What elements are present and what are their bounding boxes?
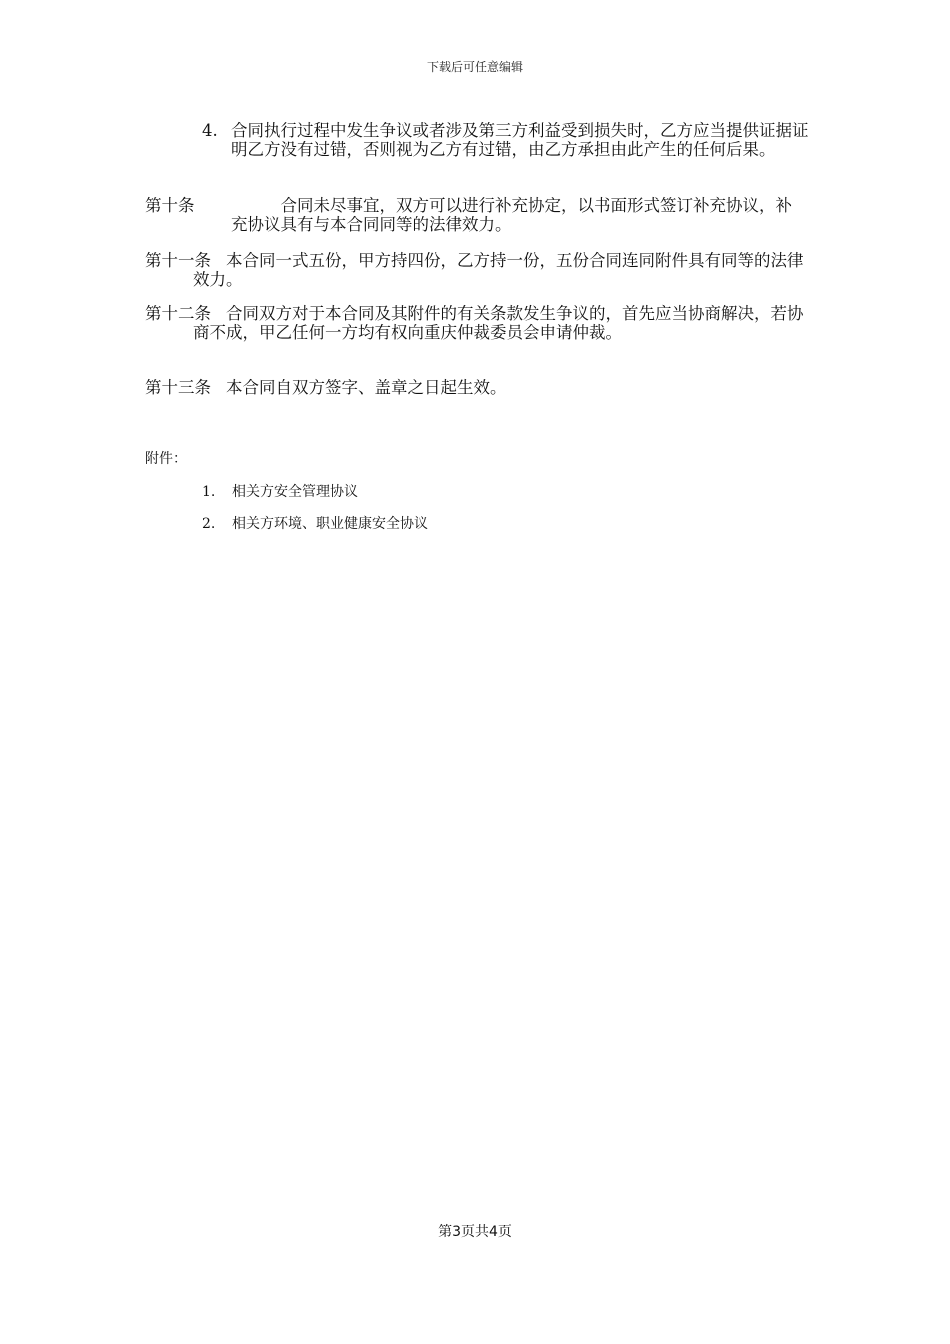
list-item-4 xyxy=(202,121,812,159)
annex-item-1 xyxy=(202,481,358,501)
article-12 xyxy=(145,304,805,342)
article-text: 本合同一式五份，甲方持四份，乙方持一份，五份合同连同附件具有同等的法律效力。 xyxy=(193,251,804,289)
annex-item-text: 相关方安全管理协议 xyxy=(232,484,358,500)
article-10-text: 合同未尽事宜，双方可以进行补充协定，以书面形式签订补充协议，补充协议具有与本合同同等的法律效力。 xyxy=(231,196,792,234)
article-label: 第十二条 xyxy=(145,304,211,323)
annex-item-number: 2. xyxy=(202,516,216,532)
list-item-text: 合同执行过程中发生争议或者涉及第三方利益受到损失时，乙方应当提供证据证明乙方没有过错，否则视为乙方有过错，由乙方承担由此产生的任何后果。 xyxy=(231,121,809,159)
annex-item-number: 1. xyxy=(202,484,216,500)
article-text xyxy=(231,196,805,234)
article-text: 本合同自双方签字、盖章之日起生效。 xyxy=(193,378,507,397)
article-10 xyxy=(145,196,805,234)
page-header: 下载后可任意编辑 xyxy=(426,60,523,74)
list-item-number: 4. xyxy=(202,121,218,140)
page-footer: 第3页共4页 xyxy=(438,1224,512,1240)
article-label: 第十三条 xyxy=(145,378,211,397)
annex-heading: 附件： xyxy=(145,451,187,467)
article-label: 第十一条 xyxy=(145,251,211,270)
article-text: 合同双方对于本合同及其附件的有关条款发生争议的，首先应当协商解决，若协商不成，甲乙任何一方均有权向重庆仲裁委员会申请仲裁。 xyxy=(193,304,804,342)
article-11 xyxy=(145,251,805,289)
article-label: 第十条 xyxy=(145,196,195,215)
article-13 xyxy=(145,378,805,397)
annex-item-2 xyxy=(202,513,428,533)
annex-item-text: 相关方环境、职业健康安全协议 xyxy=(232,516,428,532)
